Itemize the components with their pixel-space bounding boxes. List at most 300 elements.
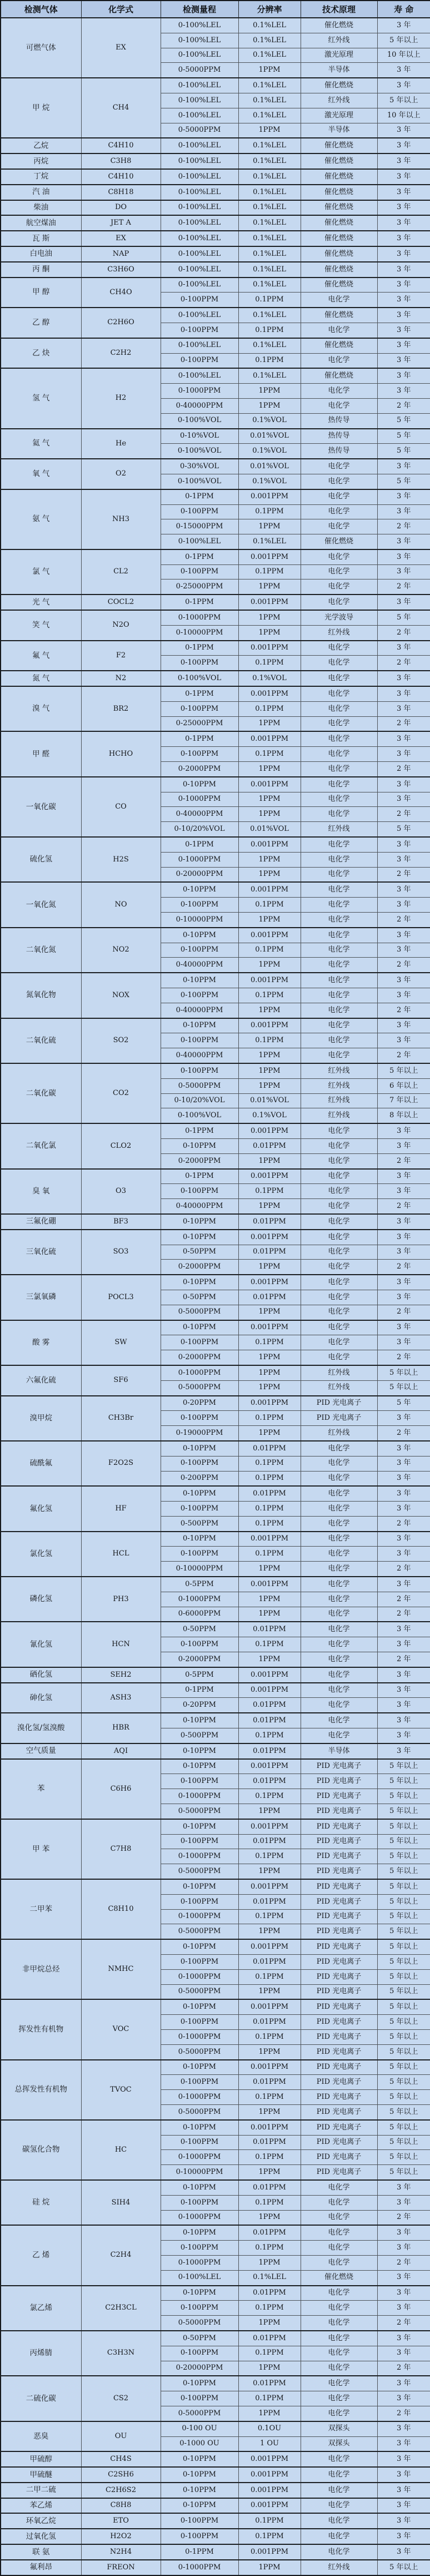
lifespan-cell: 3 年 <box>377 2451 430 2467</box>
range-cell: 0-100%LEL <box>161 338 238 353</box>
spec-row <box>1 1759 430 1774</box>
lifespan-cell: 3 年 <box>377 564 430 579</box>
resolution-cell: 0.1%LEL <box>238 138 301 153</box>
lifespan-cell: 5 年以上 <box>377 2135 430 2150</box>
technology-cell: 电化学 <box>301 943 377 958</box>
gas-name-cell: 丙 酮 <box>1 262 81 278</box>
technology-cell: 电化学 <box>301 1562 377 1577</box>
resolution-cell: 0.001PPM <box>238 882 301 897</box>
lifespan-cell: 3 年 <box>377 459 430 474</box>
technology-cell: PID 光电离子 <box>301 2120 377 2135</box>
gas-name-cell: 磷化氢 <box>1 1577 81 1622</box>
resolution-cell: 0.1PPM <box>238 1789 301 1804</box>
range-cell: 0-10PPM <box>161 1018 238 1033</box>
lifespan-cell: 3 年 <box>377 1683 430 1698</box>
technology-cell: 电化学 <box>301 1184 377 1199</box>
gas-name-cell: 二氧化碳 <box>1 1063 81 1123</box>
range-cell: 0-5000PPM <box>161 2316 238 2331</box>
spec-row <box>1 2498 430 2514</box>
spec-row <box>1 641 430 656</box>
lifespan-cell: 2 年 <box>377 762 430 777</box>
formula-cell: BF3 <box>81 1214 161 1230</box>
resolution-cell: 0.1PPM <box>238 1471 301 1486</box>
range-cell: 0-100PPM <box>161 2346 238 2361</box>
technology-cell: PID 光电离子 <box>301 1849 377 1864</box>
formula-cell: DO <box>81 200 161 216</box>
lifespan-cell: 3 年 <box>377 1184 430 1199</box>
technology-cell: PID 光电离子 <box>301 2029 377 2044</box>
resolution-cell: 0.1%VOL <box>238 444 301 459</box>
resolution-cell: 1PPM <box>238 807 301 822</box>
technology-cell: 电化学 <box>301 777 377 792</box>
lifespan-cell: 5 年以上 <box>377 2044 430 2059</box>
technology-cell: 电化学 <box>301 2406 377 2421</box>
lifespan-cell: 3 年 <box>377 534 430 549</box>
formula-cell: SO3 <box>81 1230 161 1275</box>
resolution-cell: 1PPM <box>238 1652 301 1667</box>
technology-cell: 电化学 <box>301 1547 377 1562</box>
spec-row <box>1 1275 430 1290</box>
range-cell: 0-10PPM <box>161 2120 238 2135</box>
lifespan-cell: 3 年 <box>377 293 430 308</box>
table-body <box>1 18 430 2575</box>
technology-cell: 热传导 <box>301 413 377 428</box>
spec-row <box>1 1214 430 1230</box>
lifespan-cell: 3 年 <box>377 18 430 33</box>
lifespan-cell: 3 年 <box>377 1169 430 1184</box>
lifespan-cell: 5 年以上 <box>377 2150 430 2165</box>
range-cell: 0-1PPM <box>161 731 238 746</box>
lifespan-cell: 3 年 <box>377 2483 430 2498</box>
resolution-cell: 0.01PPM <box>238 1955 301 1970</box>
lifespan-cell: 3 年 <box>377 278 430 293</box>
technology-cell: 电化学 <box>301 2225 377 2240</box>
resolution-cell: 0.001PPM <box>238 2483 301 2498</box>
formula-cell: C3H6O <box>81 262 161 278</box>
resolution-cell: 0.001PPM <box>238 1939 301 1954</box>
lifespan-cell: 3 年 <box>377 792 430 807</box>
range-cell: 0-10PPM <box>161 1819 238 1834</box>
lifespan-cell: 3 年 <box>377 308 430 323</box>
resolution-cell: 0.001PPM <box>238 1683 301 1698</box>
technology-cell: 催化燃烧 <box>301 200 377 216</box>
resolution-cell: 1PPM <box>238 2560 301 2575</box>
technology-cell: 电化学 <box>301 398 377 413</box>
resolution-cell: 1PPM <box>238 625 301 640</box>
lifespan-cell: 2 年 <box>377 958 430 973</box>
range-cell: 0-100PPM <box>161 747 238 762</box>
resolution-cell: 0.001PPM <box>238 1396 301 1411</box>
technology-cell: 红外线 <box>301 1063 377 1078</box>
formula-cell: C7H8 <box>81 1819 161 1879</box>
range-cell: 0-100%VOL <box>161 444 238 459</box>
lifespan-cell: 5 年以上 <box>377 1063 430 1078</box>
technology-cell: 半导体 <box>301 63 377 78</box>
resolution-cell: 1PPM <box>238 2361 301 2376</box>
technology-cell: 电化学 <box>301 474 377 489</box>
gas-name-cell: 硫化氢 <box>1 837 81 882</box>
gas-name-cell: 汽 油 <box>1 185 81 200</box>
gas-name-cell: 二氧化氯 <box>1 1123 81 1168</box>
range-cell: 0-1PPM <box>161 489 238 504</box>
spec-row <box>1 308 430 323</box>
technology-cell: 电化学 <box>301 2316 377 2331</box>
gas-name-cell: 空气质量 <box>1 1743 81 1759</box>
resolution-cell: 0.001PPM <box>238 1230 301 1245</box>
range-cell: 0-100%LEL <box>161 169 238 185</box>
resolution-cell: 1PPM <box>238 792 301 807</box>
formula-cell: H2 <box>81 368 161 428</box>
technology-cell: 电化学 <box>301 459 377 474</box>
range-cell: 0-5000PPM <box>161 1864 238 1879</box>
gas-name-cell: 乙 醇 <box>1 308 81 338</box>
formula-cell: C2H6O <box>81 308 161 338</box>
lifespan-cell: 3 年 <box>377 138 430 153</box>
formula-cell: HF <box>81 1486 161 1531</box>
technology-cell: PID 光电离子 <box>301 1789 377 1804</box>
lifespan-cell: 3 年 <box>377 489 430 504</box>
range-cell: 0-1PPM <box>161 2544 238 2560</box>
lifespan-cell: 5 年 <box>377 444 430 459</box>
lifespan-cell: 3 年 <box>377 1577 430 1592</box>
resolution-cell: 1PPM <box>238 1984 301 1999</box>
header-gas: 检测气体 <box>1 1 81 18</box>
lifespan-cell: 5 年以上 <box>377 2075 430 2090</box>
lifespan-cell: 3 年 <box>377 153 430 169</box>
lifespan-cell: 2 年 <box>377 1426 430 1441</box>
technology-cell: 电化学 <box>301 1138 377 1153</box>
formula-cell: N2 <box>81 671 161 686</box>
resolution-cell: 0.1OU <box>238 2421 301 2436</box>
technology-cell: 电化学 <box>301 2544 377 2560</box>
technology-cell: 催化燃烧 <box>301 18 377 33</box>
spec-row <box>1 169 430 185</box>
formula-cell: HCN <box>81 1622 161 1667</box>
formula-cell: AQI <box>81 1743 161 1759</box>
lifespan-cell: 2 年 <box>377 656 430 671</box>
range-cell: 0-1000PPM <box>161 792 238 807</box>
range-cell: 0-100%LEL <box>161 246 238 262</box>
formula-cell: POCL3 <box>81 1275 161 1320</box>
lifespan-cell: 3 年 <box>377 2467 430 2483</box>
range-cell: 0-1000PPM <box>161 1909 238 1924</box>
gas-name-cell: 甲 醛 <box>1 731 81 776</box>
resolution-cell: 1PPM <box>238 1924 301 1939</box>
range-cell: 0-100%LEL <box>161 18 238 33</box>
spec-row <box>1 777 430 792</box>
spec-row <box>1 686 430 701</box>
lifespan-cell: 3 年 <box>377 1033 430 1048</box>
technology-cell: PID 光电离子 <box>301 2165 377 2180</box>
range-cell: 0-100%LEL <box>161 48 238 63</box>
lifespan-cell: 5 年以上 <box>377 1894 430 1909</box>
resolution-cell: 0.1PPM <box>238 1516 301 1531</box>
range-cell: 0-25000PPM <box>161 716 238 731</box>
resolution-cell: 0.01PPM <box>238 2015 301 2030</box>
lifespan-cell: 2 年 <box>377 807 430 822</box>
resolution-cell: 0.1%VOL <box>238 671 301 686</box>
technology-cell: 激光原理 <box>301 48 377 63</box>
range-cell: 0-20PPM <box>161 1396 238 1411</box>
technology-cell: 光学波导 <box>301 610 377 625</box>
header-resolution: 分辨率 <box>238 1 301 18</box>
technology-cell: 红外线 <box>301 1365 377 1380</box>
formula-cell: NO2 <box>81 928 161 973</box>
resolution-cell: 0.01PPM <box>238 2180 301 2195</box>
resolution-cell: 0.01PPM <box>238 1214 301 1230</box>
technology-cell: 电化学 <box>301 1260 377 1275</box>
resolution-cell: 0.01PPM <box>238 1441 301 1456</box>
range-cell: 0-100PPM <box>161 1502 238 1517</box>
range-cell: 0-100PPM <box>161 1955 238 1970</box>
resolution-cell: 0.1%LEL <box>238 153 301 169</box>
technology-cell: 红外线 <box>301 2560 377 2575</box>
resolution-cell: 0.01PPM <box>238 2135 301 2150</box>
technology-cell: 催化燃烧 <box>301 534 377 549</box>
lifespan-cell: 3 年 <box>377 973 430 988</box>
lifespan-cell: 3 年 <box>377 1230 430 1245</box>
range-cell: 0-25000PPM <box>161 579 238 595</box>
technology-cell: 催化燃烧 <box>301 262 377 278</box>
gas-name-cell: 二甲苯 <box>1 1879 81 1939</box>
spec-row <box>1 2331 430 2346</box>
range-cell: 0-100%LEL <box>161 93 238 108</box>
formula-cell: H2S <box>81 837 161 882</box>
formula-cell: C3H3N <box>81 2331 161 2376</box>
range-cell: 0-5000PPM <box>161 1984 238 1999</box>
resolution-cell: 0.1PPM <box>238 1411 301 1426</box>
resolution-cell: 0.001PPM <box>238 489 301 504</box>
range-cell: 0-100PPM <box>161 988 238 1003</box>
gas-name-cell: 甲 烷 <box>1 78 81 138</box>
range-cell: 0-20000PPM <box>161 867 238 882</box>
spec-row <box>1 1667 430 1683</box>
technology-cell: 电化学 <box>301 686 377 701</box>
range-cell: 0-10PPM <box>161 1743 238 1759</box>
resolution-cell: 1PPM <box>238 519 301 534</box>
range-cell: 0-100%VOL <box>161 1108 238 1123</box>
technology-cell: 电化学 <box>301 323 377 338</box>
technology-cell: 电化学 <box>301 747 377 762</box>
spec-row <box>1 2513 430 2529</box>
gas-name-cell: 二甲二硫 <box>1 2483 81 2498</box>
technology-cell: 催化燃烧 <box>301 153 377 169</box>
resolution-cell: 0.1%VOL <box>238 1108 301 1123</box>
lifespan-cell: 5 年以上 <box>377 1924 430 1939</box>
resolution-cell: 0.001PPM <box>238 973 301 988</box>
spec-row <box>1 1532 430 1547</box>
resolution-cell: 0.1PPM <box>238 1456 301 1471</box>
technology-cell: 电化学 <box>301 353 377 368</box>
spec-row <box>1 262 430 278</box>
technology-cell: 电化学 <box>301 2180 377 2195</box>
resolution-cell: 1PPM <box>238 610 301 625</box>
lifespan-cell: 3 年 <box>377 1547 430 1562</box>
technology-cell: 电化学 <box>301 1698 377 1713</box>
range-cell: 0-100PPM <box>161 943 238 958</box>
gas-name-cell: 三氯氧磷 <box>1 1275 81 1320</box>
resolution-cell: 0.1PPM <box>238 701 301 716</box>
resolution-cell: 0.1%LEL <box>238 246 301 262</box>
resolution-cell: 0.001PPM <box>238 549 301 564</box>
resolution-cell: 0.01PPM <box>238 1138 301 1153</box>
range-cell: 0-5000PPM <box>161 1078 238 1093</box>
resolution-cell: 1PPM <box>238 1350 301 1365</box>
technology-cell: 电化学 <box>301 913 377 928</box>
formula-cell: C8H18 <box>81 185 161 200</box>
spec-row <box>1 459 430 474</box>
gas-name-cell: 丙烷 <box>1 153 81 169</box>
resolution-cell: 0.01%VOL <box>238 1093 301 1108</box>
range-cell: 0-1PPM <box>161 641 238 656</box>
gas-name-cell: 酸 雾 <box>1 1320 81 1365</box>
lifespan-cell: 3 年 <box>377 1320 430 1335</box>
resolution-cell: 1PPM <box>238 2316 301 2331</box>
spec-row <box>1 1365 430 1380</box>
technology-cell: 电化学 <box>301 1456 377 1471</box>
technology-cell: 电化学 <box>301 762 377 777</box>
technology-cell: 电化学 <box>301 1199 377 1214</box>
spec-row <box>1 153 430 169</box>
lifespan-cell: 3 年 <box>377 2225 430 2240</box>
range-cell: 0-100%LEL <box>161 534 238 549</box>
range-cell: 0-10PPM <box>161 1486 238 1501</box>
lifespan-cell: 8 年以上 <box>377 1108 430 1123</box>
gas-name-cell: 氢 气 <box>1 368 81 428</box>
lifespan-cell: 2 年 <box>377 398 430 413</box>
resolution-cell: 0.01PPM <box>238 1774 301 1789</box>
spec-row <box>1 1063 430 1078</box>
resolution-cell: 1PPM <box>238 1864 301 1879</box>
lifespan-cell: 3 年 <box>377 1502 430 1517</box>
gas-name-cell: 挥发性有机物 <box>1 1999 81 2059</box>
technology-cell: 电化学 <box>301 1245 377 1260</box>
formula-cell: C2SH6 <box>81 2467 161 2483</box>
lifespan-cell: 5 年以上 <box>377 1969 430 1984</box>
lifespan-cell: 3 年 <box>377 2529 430 2544</box>
technology-cell: 电化学 <box>301 1320 377 1335</box>
technology-cell: PID 光电离子 <box>301 1939 377 1954</box>
range-cell: 0-10PPM <box>161 2483 238 2498</box>
range-cell: 0-30%VOL <box>161 459 238 474</box>
gas-name-cell: 丙烯腈 <box>1 2331 81 2376</box>
technology-cell: 电化学 <box>301 1683 377 1698</box>
technology-cell: 电化学 <box>301 519 377 534</box>
resolution-cell: 1PPM <box>238 1426 301 1441</box>
range-cell: 0-100PPM <box>161 353 238 368</box>
technology-cell: 双探头 <box>301 2421 377 2436</box>
resolution-cell: 0.1%LEL <box>238 308 301 323</box>
lifespan-cell: 3 年 <box>377 1622 430 1637</box>
resolution-cell: 0.1PPM <box>238 2090 301 2105</box>
resolution-cell: 1PPM <box>238 1607 301 1622</box>
lifespan-cell: 5 年以上 <box>377 1939 430 1954</box>
technology-cell: 电化学 <box>301 882 377 897</box>
resolution-cell: 0.1PPM <box>238 2301 301 2316</box>
gas-name-cell: 乙 炔 <box>1 338 81 369</box>
formula-cell: He <box>81 429 161 459</box>
formula-cell: C2H2 <box>81 338 161 369</box>
resolution-cell: 1PPM <box>238 762 301 777</box>
range-cell: 0-10PPM <box>161 928 238 943</box>
gas-name-cell: 甲 醇 <box>1 278 81 308</box>
resolution-cell: 0.001PPM <box>238 731 301 746</box>
range-cell: 0-100PPM <box>161 323 238 338</box>
formula-cell: NMHC <box>81 1939 161 1999</box>
spec-row <box>1 595 430 610</box>
technology-cell: 红外线 <box>301 93 377 108</box>
lifespan-cell: 3 年 <box>377 368 430 383</box>
lifespan-cell: 5 年以上 <box>377 1909 430 1924</box>
lifespan-cell: 2 年 <box>377 913 430 928</box>
resolution-cell: 1PPM <box>238 123 301 138</box>
formula-cell: COCL2 <box>81 595 161 610</box>
spec-row <box>1 837 430 852</box>
resolution-cell: 0.1PPM <box>238 1849 301 1864</box>
resolution-cell: 1PPM <box>238 958 301 973</box>
resolution-cell: 0.01PPM <box>238 1290 301 1305</box>
range-cell: 0-100PPM <box>161 656 238 671</box>
technology-cell: 红外线 <box>301 33 377 48</box>
spec-row <box>1 2483 430 2498</box>
range-cell: 0-10/20%VOL <box>161 1093 238 1108</box>
lifespan-cell: 3 年 <box>377 2544 430 2560</box>
range-cell: 0-10PPM <box>161 1138 238 1153</box>
technology-cell: PID 光电离子 <box>301 2104 377 2119</box>
spec-row <box>1 1169 430 1184</box>
resolution-cell: 0.1%LEL <box>238 338 301 353</box>
lifespan-cell: 3 年 <box>377 777 430 792</box>
technology-cell: 电化学 <box>301 1003 377 1018</box>
technology-cell: PID 光电离子 <box>301 1955 377 1970</box>
lifespan-cell: 3 年 <box>377 1471 430 1486</box>
gas-name-cell: 瓦 斯 <box>1 231 81 246</box>
technology-cell: 电化学 <box>301 958 377 973</box>
lifespan-cell: 2 年 <box>377 1153 430 1168</box>
technology-cell: PID 光电离子 <box>301 1924 377 1939</box>
range-cell: 0-5000PPM <box>161 2044 238 2059</box>
formula-cell: BR2 <box>81 686 161 731</box>
range-cell: 0-100PPM <box>161 2301 238 2316</box>
gas-name-cell: 硒化氢 <box>1 1667 81 1683</box>
technology-cell: 催化燃烧 <box>301 246 377 262</box>
technology-cell: 电化学 <box>301 792 377 807</box>
technology-cell: PID 光电离子 <box>301 1411 377 1426</box>
range-cell: 0-100%LEL <box>161 308 238 323</box>
resolution-cell: 0.001PPM <box>238 1999 301 2014</box>
formula-cell: ETO <box>81 2513 161 2529</box>
lifespan-cell: 3 年 <box>377 2241 430 2256</box>
formula-cell: TVOC <box>81 2060 161 2120</box>
technology-cell: PID 光电离子 <box>301 2135 377 2150</box>
range-cell: 0-2000PPM <box>161 1652 238 1667</box>
range-cell: 0-200PPM <box>161 1471 238 1486</box>
range-cell: 0-1000 OU <box>161 2436 238 2451</box>
gas-name-cell: 氟化氢 <box>1 1486 81 1531</box>
lifespan-cell: 3 年 <box>377 731 430 746</box>
spec-row <box>1 1396 430 1411</box>
formula-cell: SO2 <box>81 1018 161 1063</box>
lifespan-cell: 3 年 <box>377 1728 430 1743</box>
range-cell: 0-10000PPM <box>161 1562 238 1577</box>
technology-cell: 电化学 <box>301 2376 377 2391</box>
range-cell: 0-100PPM <box>161 1894 238 1909</box>
lifespan-cell: 3 年 <box>377 837 430 852</box>
resolution-cell: 0.1%LEL <box>238 48 301 63</box>
technology-cell: 电化学 <box>301 2391 377 2406</box>
gas-name-cell: 笑 气 <box>1 610 81 641</box>
technology-cell: 电化学 <box>301 2451 377 2467</box>
